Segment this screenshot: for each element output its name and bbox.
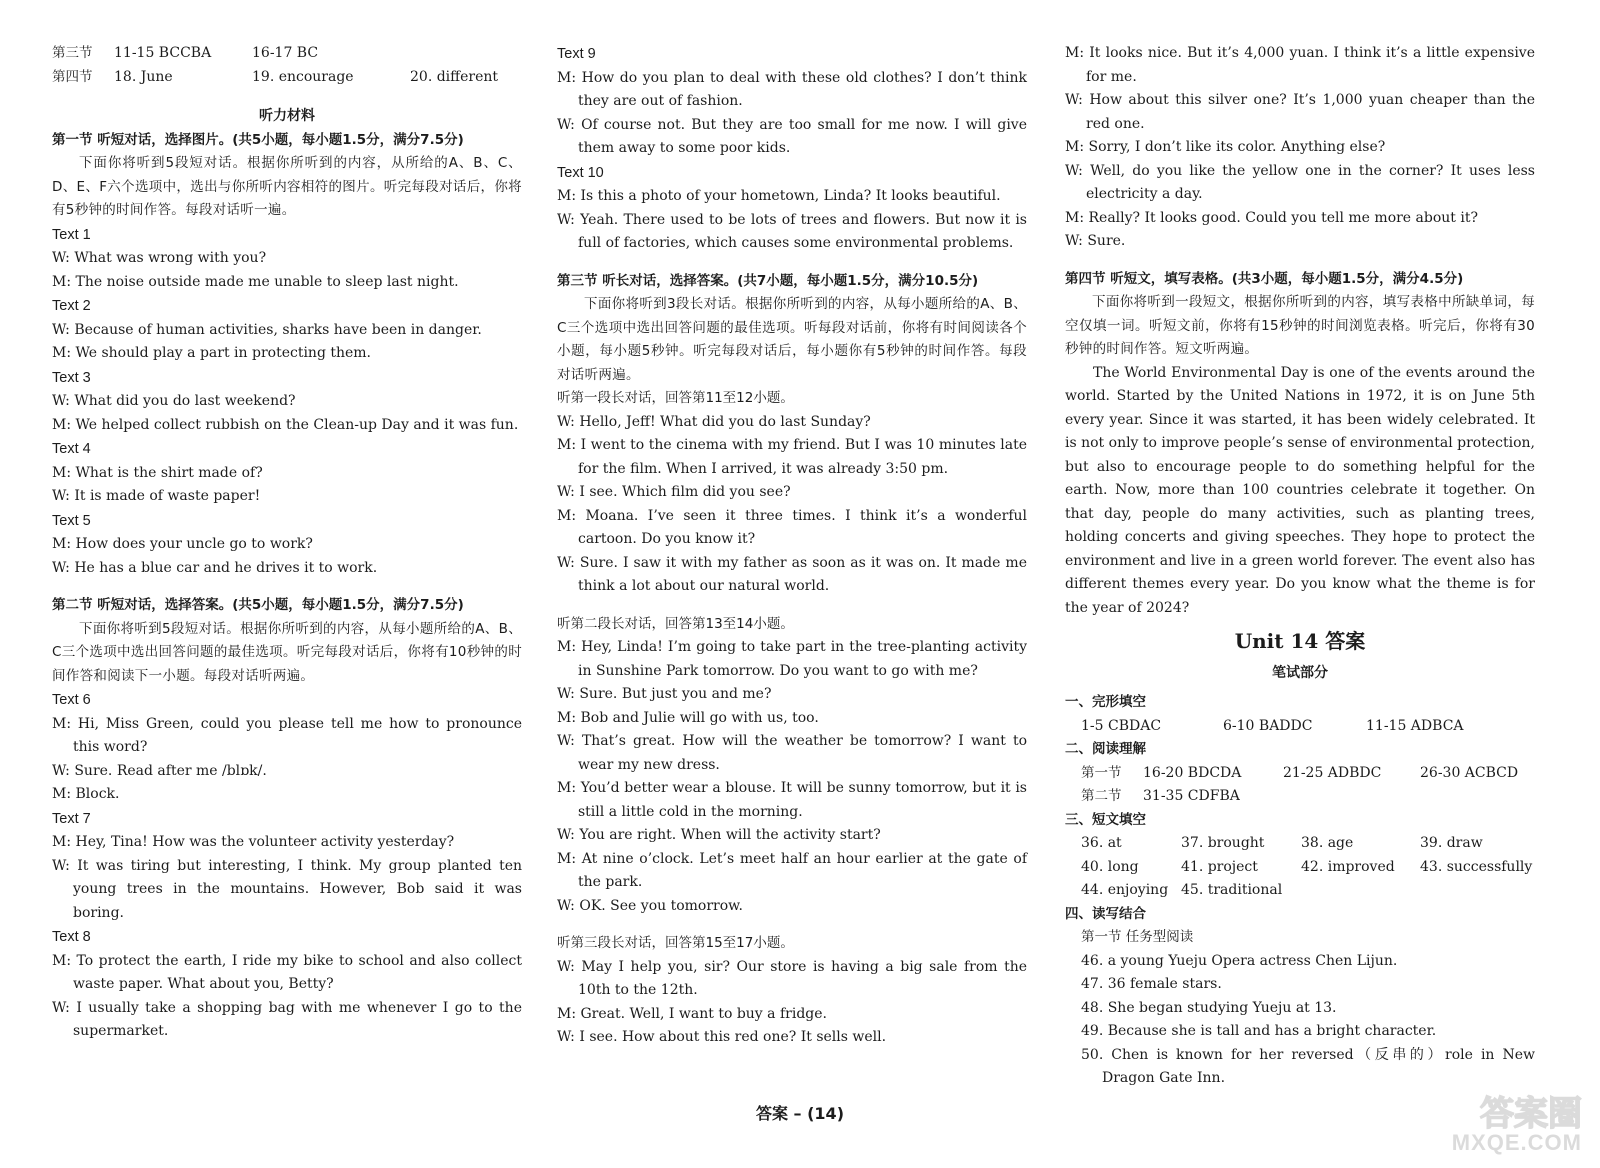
dialog-line: M: How do you plan to deal with these old clothes? I don’t think they are out of fashion. (557, 69, 1027, 109)
dialog-line: W: I see. Which film did you see? (557, 484, 791, 500)
text-label: Text 9 (557, 46, 596, 62)
answer-line: 46. a young Yueju Opera actress Chen Lijun. (1081, 952, 1398, 969)
conversation1-heading: 听第一段长对话，回答第11至12小题。 (557, 390, 794, 406)
answer-cell: 43. successfully (1420, 858, 1533, 875)
answer-section-label: 第四节 (52, 68, 93, 85)
answer-cell: 16-20 BDCDA (1143, 764, 1242, 781)
answer-cell: 26-30 ACBCD (1420, 764, 1519, 781)
answer-cell: 11-15 ADBCA (1366, 717, 1464, 734)
watermark-url: MXQE.COM (1451, 1130, 1582, 1155)
answer-row-sec4 (52, 66, 522, 90)
part2-heading: 二、阅读理解 (1065, 741, 1146, 757)
dialog-line: M: Bob and Julie will go with us, too. (557, 709, 819, 726)
dialog-line: M: Block. (52, 786, 120, 802)
dialog-line: W: Hello, Jeff! What did you do last Sunday? (557, 413, 871, 430)
dialog-line: W: I usually take a shopping bag with me whenever I go to the supermarket. (52, 999, 522, 1039)
answer-cell: 11-15 BCCBA (114, 45, 212, 61)
dialog-line: M: We should play a part in protecting them. (52, 345, 372, 361)
dialog-line: W: How about this silver one? It’s 1,000 yuan cheaper than the red one. (1065, 92, 1535, 132)
listening-title: 听力材料 (259, 108, 315, 124)
answer-cell: 37. brought (1181, 835, 1265, 851)
dialog-line: M: Sorry, I don’t like its color. Anything else? (1065, 139, 1386, 155)
dialog-line: W: Sure. Read after me /blɒk/. (52, 762, 267, 779)
dialog-line: M: Really? It looks good. Could you tell me more about it? (1065, 209, 1478, 226)
dialog-line: M: Hi, Miss Green, could you please tell me how to pronounce this word? (52, 715, 522, 755)
text3-block (52, 367, 522, 438)
dialog-line: W: Of course not. But they are too small for me now. I will give them away to some poor kids. (557, 116, 1027, 156)
answer-line: 48. She began studying Yueju at 13. (1081, 999, 1337, 1016)
answer-line: 49. Because she is tall and has a bright character. (1081, 1023, 1437, 1039)
answer-cell: 6-10 BADDC (1223, 717, 1313, 734)
dialog-line: M: Moana. I’ve seen it three times. I think it’s a wonderful cartoon. Do you know it? (557, 507, 1027, 547)
listening-passage: The World Environmental Day is one of the events around the world. Started by the United Nations in 1972, it is on June 5th every year. Since it was started, it has been widely celebrated. It is not only to improve people’s sense of environmental protection, but also to encourage people to do something helpful for the earth. Now, more than 100 countries celebrate it together. On that day, people do many activities, such as planting trees, holding concerts and giving speeches. They hope to protect the environment and live in a green world forever. The event also has different themes every year. Do you know what the theme is for the year of 2024? (1065, 364, 1535, 616)
dialog-line: M: Hey, Linda! I’m going to take part in the tree-planting activity in Sunshine Park tomorrow. Do you want to go with me? (557, 639, 1027, 679)
text1-block (52, 224, 522, 295)
text7-block (52, 808, 522, 926)
answer-cell: 31-35 CDFBA (1143, 788, 1240, 804)
dialog-line: W: What did you do last weekend? (52, 393, 296, 409)
answer-row-sec3 (52, 42, 522, 66)
dialog-line: W: I see. How about this red one? It sells well. (557, 1029, 887, 1045)
section1-intro: 下面你将听到5段短对话。根据你所听到的内容，从所给的A、B、C、D、E、F六个选项中，选出与你所听内容相符的图片。听完每段对话后，你将有5秒钟的时间作答。每段对话听一遍。 (52, 155, 522, 218)
page-footer: 答案 – (14) (755, 1104, 845, 1123)
dialog-line: M: How does your uncle go to work? (52, 536, 313, 552)
answer-cell: 19. encourage (252, 68, 354, 85)
part3-row (1065, 879, 1535, 903)
answer-cell: 45. traditional (1181, 882, 1283, 898)
column-middle (557, 42, 1027, 1050)
answer-cell: 42. improved (1301, 858, 1395, 875)
answer-line: 47. 36 female stars. (1081, 976, 1222, 992)
dialog-line: W: He has a blue car and he drives it to work. (52, 559, 378, 576)
text-label: Text 6 (52, 692, 91, 708)
answer-cell: 16-17 BC (252, 45, 319, 61)
answer-cell: 20. different (410, 68, 499, 85)
dialog-line: M: Is this a photo of your hometown, Linda? It looks beautiful. (557, 188, 1001, 204)
watermark-logo-text: 答案圈 (1480, 1094, 1582, 1134)
text-label: Text 2 (52, 298, 91, 314)
dialog-line: M: The noise outside made me unable to sleep last night. (52, 273, 459, 290)
part3-heading: 三、短文填空 (1065, 811, 1146, 828)
answer-cell: 39. draw (1420, 835, 1483, 851)
written-part-title: 笔试部分 (1272, 664, 1328, 681)
dialog-line: W: It is made of waste paper! (52, 488, 261, 504)
dialog-line: M: What is the shirt made of? (52, 464, 263, 481)
answer-cell: 44. enjoying (1081, 882, 1169, 898)
dialog-line: M: Great. Well, I want to buy a fridge. (557, 1005, 827, 1022)
text9-block (557, 43, 1027, 161)
part1-answers (1065, 715, 1535, 739)
column-left (52, 42, 522, 1044)
dialog-line: W: Sure. (1065, 233, 1126, 249)
dialog-line: W: It was tiring but interesting, I think. My group planted ten young trees in the mountains. However, Bob said it was boring. (52, 857, 522, 921)
text8-block (52, 926, 522, 1044)
answer-cell: 21-25 ADBDC (1283, 764, 1382, 781)
section1-heading: 第一节 听短对话，选择图片。(共5小题，每小题1.5分，满分7.5分) (52, 131, 464, 148)
dialog-line: W: OK. See you tomorrow. (557, 897, 743, 914)
text5-block (52, 510, 522, 581)
answer-section-label: 第二节 (1081, 788, 1122, 804)
text-label: Text 10 (557, 164, 604, 181)
dialog-line: M: I went to the cinema with my friend. But I was 10 minutes late for the film. When I arrived, it was already 3:50 pm. (557, 437, 1027, 477)
text4-block (52, 438, 522, 509)
text-label: Text 7 (52, 810, 91, 827)
dialog-line: W: Yeah. There used to be lots of trees and flowers. But now it is full of factories, which causes some environmental problems. (557, 211, 1027, 251)
text-label: Text 4 (52, 441, 91, 457)
text-label: Text 8 (52, 929, 91, 945)
dialog-line: W: May I help you, sir? Our store is having a big sale from the 10th to the 12th. (557, 958, 1027, 998)
answer-cell: 36. at (1081, 835, 1122, 851)
conversation2-heading: 听第二段长对话，回答第13至14小题。 (557, 615, 794, 632)
part2-sec1-answers (1065, 762, 1535, 786)
site-watermark (1432, 1086, 1582, 1156)
answer-section-label: 第一节 (1081, 764, 1122, 781)
section4-intro: 下面你将听到一段短文，根据你所听到的内容，填写表格中所缺单词，每空仅填一词。听短文前，你将有15秒钟的时间浏览表格。听完后，你将有30秒钟的时间作答。短文听两遍。 (1065, 294, 1535, 357)
part3-row (1065, 856, 1535, 880)
part1-heading: 一、完形填空 (1065, 694, 1146, 710)
text10-block (557, 162, 1027, 256)
answer-cell: 41. project (1181, 858, 1258, 875)
dialog-line: W: Sure. I saw it with my father as soon as it was on. It made me think a lot about our natural world. (557, 554, 1027, 594)
dialog-line: W: Sure. But just you and me? (557, 686, 772, 702)
dialog-line: W: That’s great. How will the weather be tomorrow? I want to wear my new dress. (557, 733, 1027, 773)
dialog-line: M: It looks nice. But it’s 4,000 yuan. I think it’s a little expensive for me. (1065, 45, 1535, 85)
column-right (1065, 42, 1535, 1091)
section2-intro: 下面你将听到5段短对话。根据你所听到的内容，从每小题所给的A、B、C三个选项中选出回答问题的最佳选项。听完每段对话后，你将有10秒钟的时间作答和阅读下一小题。每段对话听两遍。 (52, 620, 522, 684)
answer-line: 50. Chen is known for her reversed（反串的）role in New Dragon Gate Inn. (1081, 1046, 1535, 1086)
answer-cell: 1-5 CBDAC (1081, 717, 1162, 734)
section3-intro: 下面你将听到3段长对话。根据你所听到的内容，从每小题所给的A、B、C三个选项中选出回答问题的最佳选项。听每段对话前，你将有时间阅读各个小题，每小题5秒钟。听完每段对话后，每小题你有5秒钟的时间作答。每段对话听两遍。 (557, 296, 1027, 383)
dialog-line: W: What was wrong with you? (52, 250, 267, 266)
dialog-line: M: At nine o’clock. Let’s meet half an hour earlier at the gate of the park. (557, 850, 1027, 890)
text-label: Text 5 (52, 512, 91, 529)
conversation3-heading: 听第三段长对话，回答第15至17小题。 (557, 935, 794, 951)
part2-sec2-answers (1065, 785, 1535, 809)
section4-heading: 第四节 听短文，填写表格。(共3小题，每小题1.5分，满分4.5分) (1065, 270, 1464, 287)
text-label: Text 3 (52, 369, 91, 386)
answer-cell: 40. long (1081, 858, 1139, 875)
text2-block (52, 295, 522, 366)
dialog-line: W: Well, do you like the yellow one in the corner? It uses less electricity a day. (1065, 162, 1535, 202)
dialog-line: W: Because of human activities, sharks have been in danger. (52, 321, 482, 338)
text6-block (52, 689, 522, 807)
part4-subheading: 第一节 任务型阅读 (1081, 929, 1194, 945)
answer-section-label: 第三节 (52, 45, 93, 61)
dialog-line: W: You are right. When will the activity start? (557, 827, 881, 843)
section3-heading: 第三节 听长对话，选择答案。(共7小题，每小题1.5分，满分10.5分) (557, 272, 979, 289)
dialog-line: M: We helped collect rubbish on the Clean-up Day and it was fun. (52, 416, 519, 433)
dialog-line: M: You’d better wear a blouse. It will be sunny tomorrow, but it is still a little cold in the morning. (557, 780, 1027, 820)
unit-title: Unit 14 答案 (1234, 629, 1366, 653)
dialog-line: M: To protect the earth, I ride my bike to school and also collect waste paper. What about you, Betty? (52, 952, 522, 992)
part4-heading: 四、读写结合 (1065, 905, 1146, 922)
section2-heading: 第二节 听短对话，选择答案。(共5小题，每小题1.5分，满分7.5分) (52, 597, 464, 613)
answer-cell: 18. June (114, 68, 173, 85)
text-label: Text 1 (52, 226, 91, 243)
dialog-line: M: Hey, Tina! How was the volunteer activity yesterday? (52, 834, 455, 850)
part3-row (1065, 832, 1535, 856)
answer-cell: 38. age (1301, 835, 1354, 851)
